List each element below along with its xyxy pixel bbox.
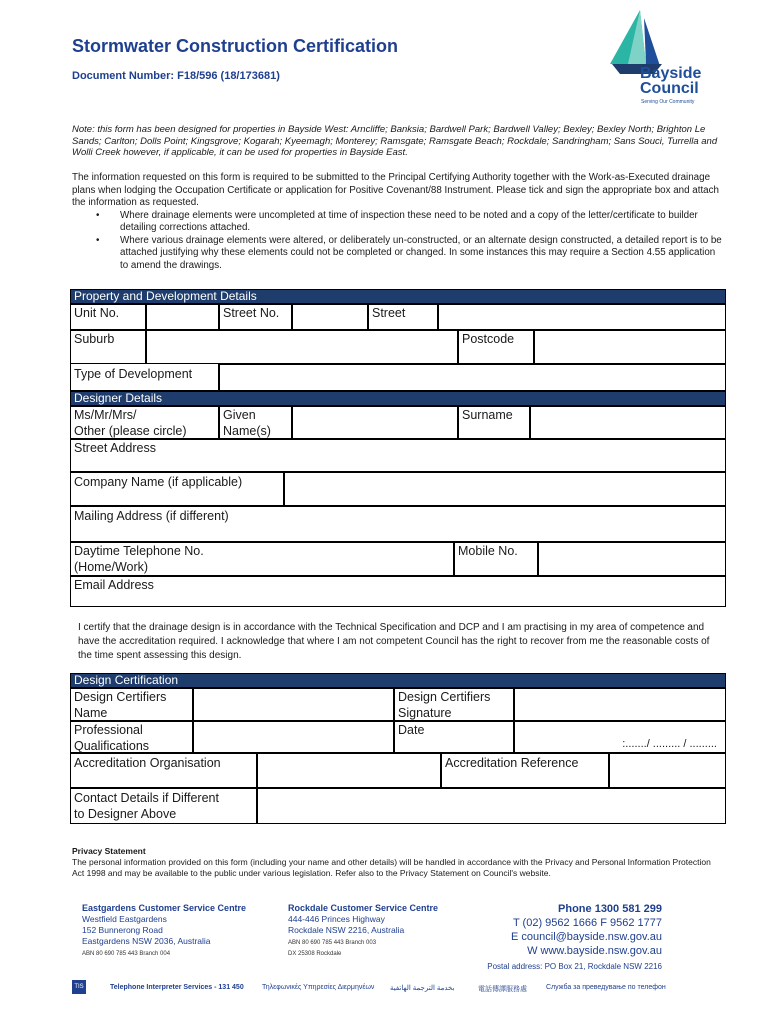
- intro-paragraph: The information requested on this form is required to be submitted to the Principal Certifying Authority together with the Work-as-Executed drainage plans when lodging the Occupation Certificate or application for Positive Covenant/88 Instrument. Please tick and sign the appropriate box and attach the information as requested.: [72, 172, 719, 208]
- website-link[interactable]: W www.bayside.nsw.gov.au: [527, 945, 662, 957]
- interpreter-greek: Τηλεφωνικές Υπηρεσίες Διερμηνέων: [262, 984, 375, 991]
- company-name-label: [70, 472, 284, 506]
- postcode-label: Postcode: [458, 330, 534, 364]
- interpreter-arabic: بخدمة الترجمة الهاتفية: [390, 985, 455, 992]
- street-address-label: Street Address: [74, 441, 156, 455]
- rockdale-heading: Rockdale Customer Service Centre: [288, 903, 439, 913]
- contact-block: [482, 902, 662, 958]
- street-input[interactable]: [438, 304, 726, 330]
- interpreter-macedonian: Служба за преведување по телефон: [546, 984, 666, 991]
- tel-fax: T (02) 9562 1666 F 9562 1777: [512, 917, 662, 929]
- logo-wordmark: [640, 66, 701, 96]
- street-no-input[interactable]: [292, 304, 368, 330]
- rockdale-line-1: 444-446 Princes Highway: [288, 914, 385, 924]
- type-of-development-input[interactable]: [219, 364, 726, 391]
- phone-number: Phone 1300 581 299: [558, 903, 662, 915]
- given-names-line-2: Name(s): [223, 423, 271, 438]
- date-format-hint: :......./ ......... / .........: [622, 738, 717, 750]
- intro-section: [72, 172, 722, 272]
- intro-bullet: • Where drainage elements were uncompleted at time of inspection these need to be noted and a copy of the letter/certificate to builder detailing corrections attached.: [92, 210, 722, 235]
- postal-address: Postal address: PO Box 21, Rockdale NSW 2216: [487, 962, 662, 971]
- mobile-label: Mobile No.: [454, 542, 538, 576]
- intro-bullets: [92, 210, 722, 273]
- street-no-label: Street No.: [219, 304, 292, 330]
- date-input[interactable]: [514, 721, 726, 753]
- intro-bullet: • Where various drainage elements were altered, or deliberately un-constructed, or an alternate design constructed, a detailed report is to be attached justifying why these elements could not be completed or changed. In some instances this may require a Section 4.55 application to amend the drawings.: [92, 235, 722, 273]
- qualifications-line-2: Qualifications: [74, 738, 150, 753]
- accreditation-org-text: Accreditation Organisation: [74, 756, 221, 770]
- rockdale-dx: DX 25308 Rockdale: [288, 951, 342, 957]
- logo-line-2: Council: [640, 80, 699, 97]
- contact-details-label: [70, 788, 257, 824]
- certification-statement: I certify that the drainage design is in accordance with the Technical Specification and DCP and I am practising in my area of competence and have the accreditation required. I acknowledge that where I am not competent Council has the right to recover from me the reasonable costs of the time spent assessing this design.: [78, 622, 710, 661]
- suburb-label: Suburb: [70, 330, 146, 364]
- daytime-phone-field[interactable]: [70, 542, 454, 576]
- accreditation-org-label: [70, 753, 257, 788]
- mailing-address-field[interactable]: [70, 506, 726, 542]
- logo-line-1: Bayside: [640, 65, 702, 82]
- qualifications-label: [70, 721, 193, 753]
- unit-no-label: Unit No.: [70, 304, 146, 330]
- eastgardens-line-1: Westfield Eastgardens: [82, 914, 167, 924]
- mailing-address-label: Mailing Address (if different): [74, 509, 229, 523]
- daytime-phone-line-2: (Home/Work): [74, 559, 149, 574]
- privacy-text: The personal information provided on this form (including your name and other details) will be handled in accordance with the Privacy and Personal Information Protection Act 1998 and may be available to the public under various legislation. Refer also to the Privacy Statement on Council's website.: [72, 857, 711, 878]
- email-address-label: Email Address: [74, 578, 154, 592]
- eastgardens-abn: ABN 80 690 785 443 Branch 004: [82, 951, 171, 957]
- certifier-signature-input[interactable]: [514, 688, 726, 721]
- accreditation-ref-input[interactable]: [609, 753, 726, 788]
- given-names-label: [219, 406, 292, 439]
- qualifications-input[interactable]: [193, 721, 394, 753]
- logo-tagline: Serving Our Community: [641, 99, 695, 105]
- eastgardens-line-3: Eastgardens NSW 2036, Australia: [82, 936, 211, 946]
- document-number: Document Number: F18/596 (18/173681): [72, 70, 280, 82]
- certifier-signature-line-2: Signature: [398, 705, 452, 720]
- tis-logo-icon: TIS: [72, 980, 86, 994]
- certifier-name-line-1: Design Certifiers: [74, 690, 167, 704]
- contact-details-input[interactable]: [257, 788, 726, 824]
- certifier-name-line-2: Name: [74, 705, 108, 720]
- interpreter-chinese: 電話傳譯服務處: [478, 986, 527, 993]
- accreditation-ref-label: [441, 753, 609, 788]
- eastgardens-line-2: 152 Bunnerong Road: [82, 925, 163, 935]
- qualifications-line-1: Professional: [74, 723, 143, 737]
- contact-details-line-1: Contact Details if Different: [74, 791, 219, 805]
- date-label: Date: [394, 721, 514, 753]
- email-link[interactable]: E council@bayside.nsw.gov.au: [511, 931, 662, 943]
- email-address-field[interactable]: [70, 576, 726, 607]
- rockdale-centre: [288, 903, 438, 960]
- company-name-input[interactable]: [284, 472, 726, 506]
- title-label-line-2: Other (please circle): [74, 423, 187, 438]
- surname-input[interactable]: [530, 406, 726, 439]
- eastgardens-heading: Eastgardens Customer Service Centre: [82, 903, 247, 913]
- contact-details-line-2: to Designer Above: [74, 806, 177, 821]
- accreditation-ref-text: Accreditation Reference: [445, 756, 579, 770]
- interpreter-english: Telephone Interpreter Services - 131 450: [110, 984, 244, 991]
- eastgardens-centre: [82, 903, 246, 960]
- designer-section-header: Designer Details: [70, 391, 726, 406]
- interpreter-services-bar: [72, 980, 732, 996]
- certifier-name-input[interactable]: [193, 688, 394, 721]
- postcode-input[interactable]: [534, 330, 726, 364]
- given-names-input[interactable]: [292, 406, 458, 439]
- title-label-line-1: Ms/Mr/Mrs/: [74, 408, 137, 422]
- privacy-heading: Privacy Statement: [72, 846, 146, 856]
- given-names-line-1: Given: [223, 408, 256, 422]
- applicable-areas-note: Note: this form has been designed for properties in Bayside West: Arncliffe; Banksia; Bardwell Park; Bardwell Valley; Bexley; Bexley North; Brighton Le Sands; Carlton; Dolls Point; Kingsgrove; Kogarah; Kyeemagh; Monterey; Ramsgate; Ramsgate Beach; Rockdale; Sandringham; Sans Souci, Turrella and Wolli Creek however, if applicable, it can be used for properties in Bayside East.: [72, 124, 718, 158]
- title-label: [70, 406, 219, 439]
- suburb-input[interactable]: [146, 330, 458, 364]
- type-of-development-text: Type of Development: [74, 367, 193, 381]
- company-name-text: Company Name (if applicable): [74, 475, 243, 489]
- daytime-phone-line-1: Daytime Telephone No.: [74, 544, 204, 558]
- unit-no-input[interactable]: [146, 304, 219, 330]
- mobile-input[interactable]: [538, 542, 726, 576]
- accreditation-org-input[interactable]: [257, 753, 441, 788]
- rockdale-line-2: Rockdale NSW 2216, Australia: [288, 925, 405, 935]
- property-section-header: Property and Development Details: [70, 289, 726, 304]
- rockdale-abn: ABN 80 690 785 443 Branch 003: [288, 940, 377, 946]
- certifier-name-label: [70, 688, 193, 721]
- design-certification-header: Design Certification: [70, 673, 726, 688]
- certifier-signature-label: [394, 688, 514, 721]
- page-title: Stormwater Construction Certification: [72, 36, 399, 56]
- street-address-field[interactable]: [70, 439, 726, 472]
- type-of-development-label: [70, 364, 219, 391]
- street-label: Street: [368, 304, 438, 330]
- surname-label: Surname: [458, 406, 530, 439]
- certifier-signature-line-1: Design Certifiers: [398, 690, 491, 704]
